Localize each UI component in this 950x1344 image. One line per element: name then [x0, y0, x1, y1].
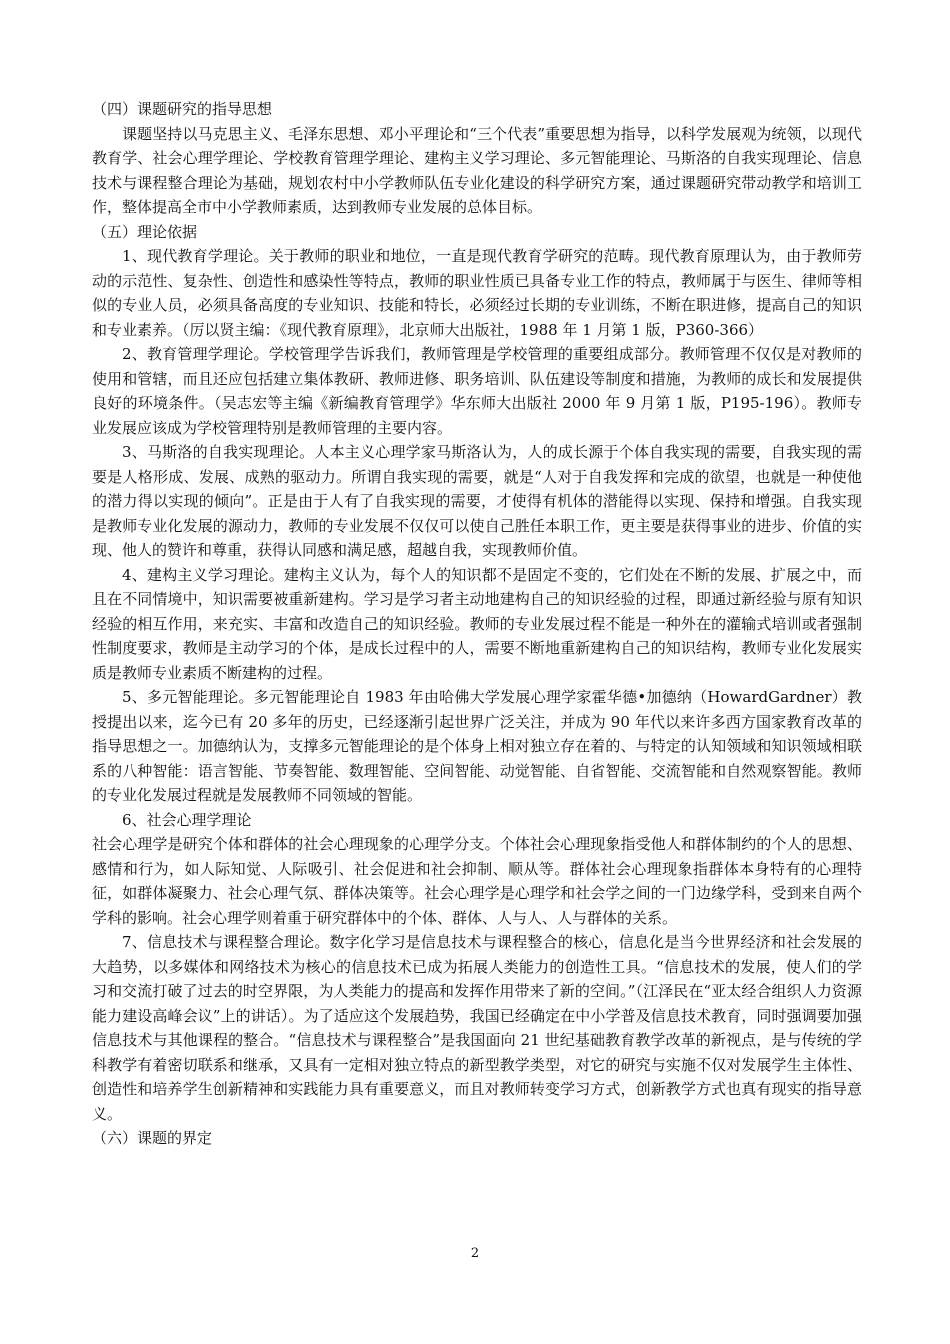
paragraph-social-psychology-title: 6、社会心理学理论	[122, 810, 252, 829]
paragraph-multiple-intelligences: 5、多元智能理论。多元智能理论自 1983 年由哈佛大学发展心理学家霍华德•加德纳（HowardGardner）教授提出以来，迄今已有 20 多年的历史，已经逐渐引起世界广泛关注，并成为 90 年代以来许多西方国家教育改革的指导思想之一。加德纳认为，支撑多元智能理论的是个体身上相对独立存在着的、与特定的认知领域和知识领域相联系的八种智能：语言智能、节奏智能、数理智能、空间智能、动觉智能、自省智能、交流智能和自然观察智能。教师的专业化发展过程就是发展教师不同领域的智能。	[92, 688, 862, 804]
paragraph-it-curriculum-integration: 7、信息技术与课程整合理论。数字化学习是信息技术与课程整合的核心，信息化是当今世界经济和社会发展的大趋势，以多媒体和网络技术为核心的信息技术已成为拓展人类能力的创造性工具。“信息技术的发展，使人们的学习和交流打破了过去的时空界限，为人类能力的提高和发挥作用带来了新的空间。”（江泽民在“亚太经合组织人力资源能力建设高峰会议”上的讲话）。为了适应这个发展趋势，我国已经确定在中小学普及信息技术教育，同时强调要加强信息技术与其他课程的整合。“信息技术与课程整合”是我国面向 21 世纪基础教育教学改革的新视点，是与传统的学科教学有着密切联系和继承，又具有一定相对独立特点的新型教学类型，对它的研究与实施不仅对发展学生主体性、创造性和培养学生创新精神和实践能力具有重要意义，而且对教师转变学习方式，创新教学方式也真有现实的指导意义。	[92, 933, 862, 1123]
paragraph-maslow-self-actualization: 3、马斯洛的自我实现理论。人本主义心理学家马斯洛认为，人的成长源于个体自我实现的需要，自我实现的需要是人格形成、发展、成熟的驱动力。所谓自我实现的需要，就是“人对于自我发挥和完成的欲望，也就是一种使他的潜力得以实现的倾向”。正是由于人有了自我实现的需要，才使得有机体的潜能得以实现、保持和增强。自我实现是教师专业化发展的源动力，教师的专业发展不仅仅可以使自己胜任本职工作，更主要是获得事业的进步、价值的实现、他人的赞许和尊重，获得认同感和满足感，超越自我，实现教师价值。	[92, 443, 862, 559]
section-heading-guiding-ideology: （四）课题研究的指导思想	[92, 100, 273, 118]
paragraph-constructivism: 4、建构主义学习理论。建构主义认为，每个人的知识都不是固定不变的，它们处在不断的发展、扩展之中，而且在不同情境中，知识需要被重新建构。学习是学习者主动地建构自己的知识经验的过程，即通过新经验与原有知识经验的相互作用，来充实、丰富和改造自己的知识经验。教师的专业发展过程不能是一种外在的灌输式培训或者强制性制度要求，教师是主动学习的个体，是成长过程中的人，需要不断地重新建构自己的知识结构，教师专业化发展实质是教师专业素质不断建构的过程。	[92, 565, 862, 682]
paragraph-education-management: 2、教育管理学理论。学校管理学告诉我们，教师管理是学校管理的重要组成部分。教师管理不仅仅是对教师的使用和管辖，而且还应包括建立集体教研、教师进修、职务培训、队伍建设等制度和措施，为教师的成长和发展提供良好的环境条件。（吴志宏等主编《新编教育管理学》华东师大出版社 2000 年 9 月第 1 版，P195-196）。教师专业发展应该成为学校管理特别是教师管理的主要内容。	[92, 345, 862, 437]
section-heading-theoretical-basis: （五）理论依据	[92, 222, 198, 241]
section-heading-topic-definition: （六）课题的界定	[92, 1129, 213, 1147]
page-number: 2	[470, 1246, 480, 1261]
paragraph-social-psychology-body: 社会心理学是研究个体和群体的社会心理现象的心理学分支。个体社会心理现象指受他人和群体制约的个人的思想、感情和行为，如人际知觉、人际吸引、社会促进和社会抑制、顺从等。群体社会心理现象指群体本身特有的心理特征，如群体凝聚力、社会心理气氛、群体决策等。社会心理学是心理学和社会学之间的一门边缘学科，受到来自两个学科的影响。社会心理学则着重于研究群体中的个体、群体、人与人、人与群体的关系。	[92, 835, 862, 927]
paragraph-modern-pedagogy: 1、现代教育学理论。关于教师的职业和地位，一直是现代教育学研究的范畴。现代教育原理认为，由于教师劳动的示范性、复杂性、创造性和感染性等特点，教师的职业性质已具备专业工作的特点，教师属于与医生、律师等相似的专业人员，必须具备高度的专业知识、技能和特长，必须经过长期的专业训练，不断在职进修，提高自己的知识和专业素养。（厉以贤主编：《现代教育原理》，北京师大出版社，1988 年 1 月第 1 版，P360-366）	[92, 247, 862, 339]
paragraph-guiding-ideology: 课题坚持以马克思主义、毛泽东思想、邓小平理论和“三个代表”重要思想为指导，以科学发展观为统领，以现代教育学、社会心理学理论、学校教育管理学理论、建构主义学习理论、多元智能理论、马斯洛的自我实现理论、信息技术与课程整合理论为基础，规划农村中小学教师队伍专业化建设的科学研究方案，通过课题研究带动教学和培训工作，整体提高全市中小学教师素质，达到教师专业发展的总体目标。	[92, 124, 862, 216]
document-page	[92, 97, 862, 1151]
